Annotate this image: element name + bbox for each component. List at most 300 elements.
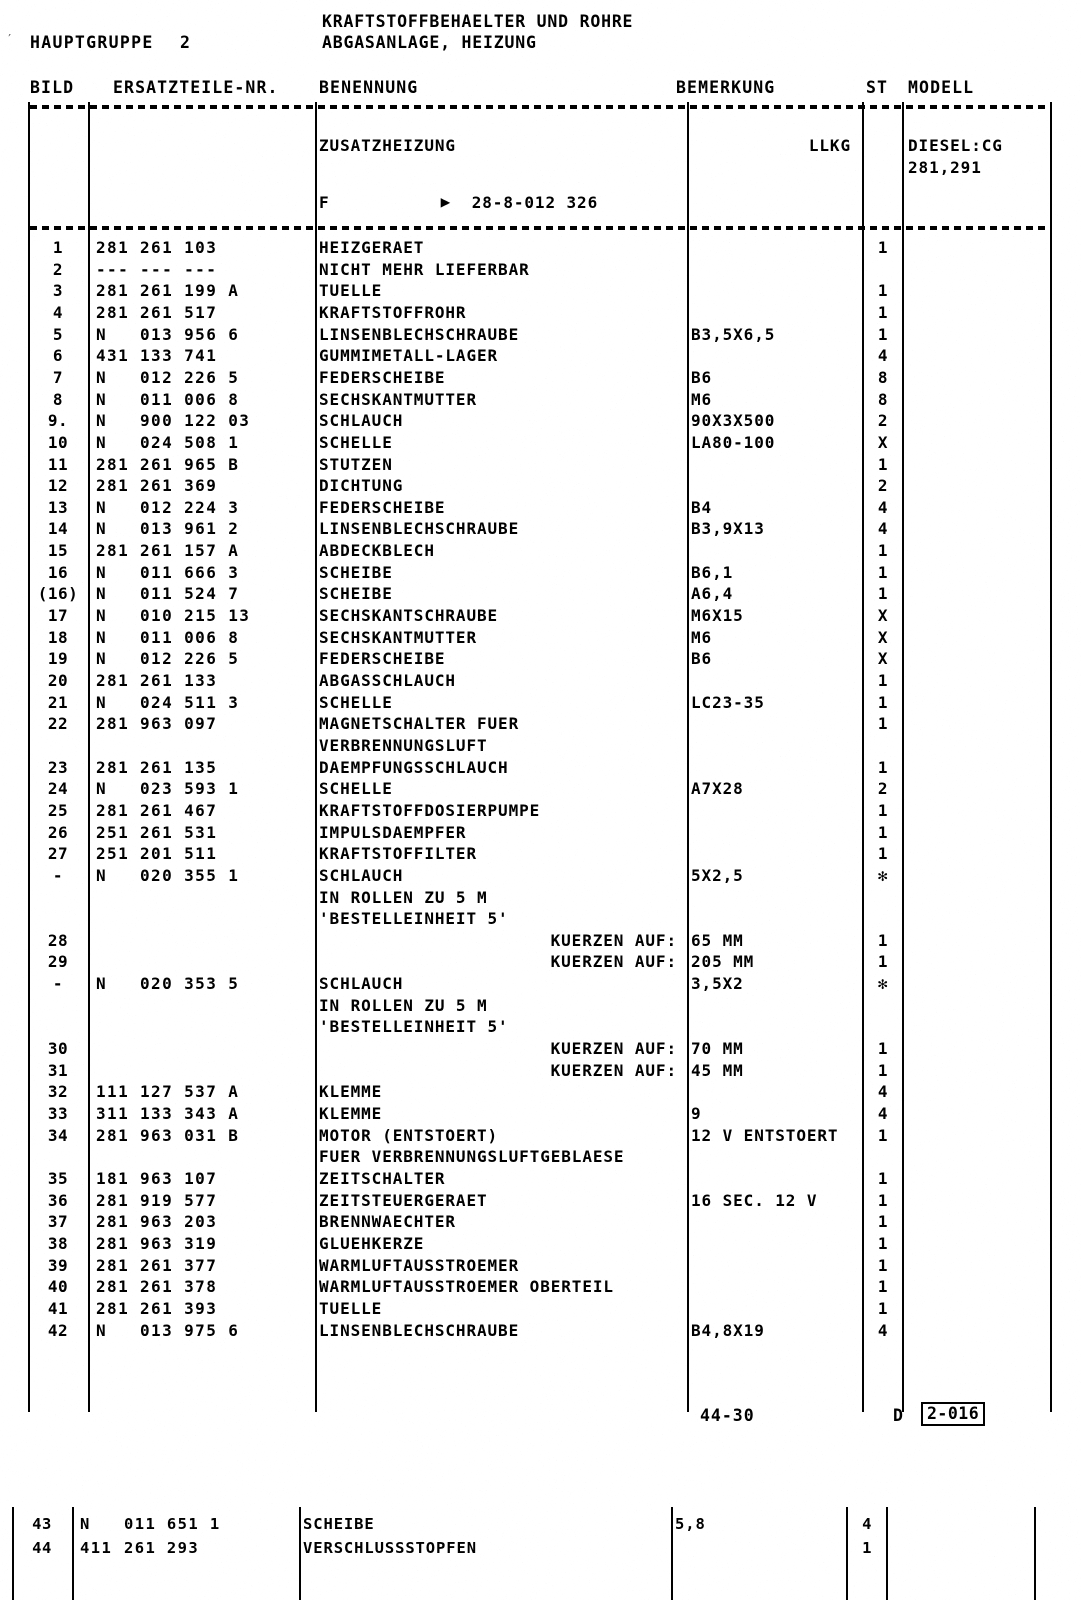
teil-prefix: N <box>96 411 108 431</box>
teil-prefix: N <box>96 692 108 712</box>
cell-benennung: SCHLAUCH <box>319 411 404 431</box>
cell-bild: 29 <box>47 952 69 972</box>
teil-number: 261 393 <box>140 1298 218 1318</box>
cell-bemerkung: A6,4 <box>691 584 734 604</box>
teil-prefix: 281 <box>96 1212 130 1232</box>
teil-number: 963 203 <box>140 1212 218 1232</box>
cell-bemerkung: B6 <box>691 649 713 669</box>
cell-bild: 14 <box>47 519 69 539</box>
table-row <box>0 1061 1081 1083</box>
cell-bild: 7 <box>52 367 64 387</box>
table-row <box>0 628 1081 650</box>
cell-benennung: FEDERSCHEIBE <box>319 367 446 387</box>
cell-bild: 18 <box>47 627 69 647</box>
cell-benennung: FEDERSCHEIBE <box>319 649 446 669</box>
cell-bild: 15 <box>47 541 69 561</box>
teil-number: 012 226 5 <box>140 367 240 387</box>
table-row <box>0 1082 1081 1104</box>
table-row <box>0 1126 1081 1148</box>
cell-ersatzteile-nr <box>96 519 308 538</box>
group-benennung: ZUSATZHEIZUNG <box>319 136 456 155</box>
page-title-line-1: KRAFTSTOFFBEHAELTER UND ROHRE <box>322 12 634 31</box>
cell-benennung: 'BESTELLEINHEIT 5' <box>319 909 509 929</box>
cell-bild: 31 <box>47 1060 69 1080</box>
cell-benennung: VERSCHLUSSSTOPFEN <box>303 1539 477 1557</box>
teil-number: 011 651 1 <box>124 1515 221 1533</box>
cell-st: 1 <box>877 1298 889 1318</box>
cell-bild: 34 <box>47 1125 69 1145</box>
cell-ersatzteile-nr <box>96 1126 308 1145</box>
cell-bild: 23 <box>47 757 69 777</box>
table-rule-top <box>30 105 1050 109</box>
cell-benennung: WARMLUFTAUSSTROEMER <box>319 1255 520 1275</box>
cell-ersatzteile-nr <box>96 909 308 928</box>
cell-bemerkung: B3,5X6,5 <box>691 324 776 344</box>
table-row <box>0 909 1081 931</box>
cell-benennung: LINSENBLECHSCHRAUBE <box>319 1320 520 1340</box>
table-row <box>0 736 1081 758</box>
teil-prefix: N <box>96 432 108 452</box>
cell-ersatzteile-nr <box>96 714 308 733</box>
teil-prefix: N <box>96 497 108 517</box>
cell-ersatzteile-nr <box>96 693 308 712</box>
cell-ersatzteile-nr <box>96 779 308 798</box>
cell-st: 1 <box>877 671 889 690</box>
table-row <box>0 325 1081 347</box>
cell-st: 1 <box>877 844 889 864</box>
strip-row <box>0 1539 1065 1561</box>
cell-bild: 10 <box>47 432 69 452</box>
cell-bild: 26 <box>47 822 69 842</box>
cell-st: 1 <box>877 1233 889 1253</box>
page-footer <box>0 1400 1081 1450</box>
column-header-st: ST <box>866 78 889 97</box>
cell-st: 1 <box>877 541 889 561</box>
cell-benennung: KLEMME <box>319 1082 383 1102</box>
cell-st: 4 <box>877 346 889 366</box>
teil-number: 012 226 5 <box>140 649 240 669</box>
cell-ersatzteile-nr <box>96 563 308 582</box>
cell-benennung: VERBRENNUNGSLUFT <box>319 735 488 755</box>
table-row <box>0 671 1081 693</box>
cell-ersatzteile-nr <box>96 433 308 452</box>
cell-st: 1 <box>877 281 889 301</box>
cell-bild: 11 <box>47 454 69 474</box>
teil-prefix: N <box>96 389 108 409</box>
cell-benennung: KUERZEN AUF: <box>550 930 677 950</box>
table-row <box>0 1321 1081 1343</box>
teil-prefix: 281 <box>96 1233 130 1253</box>
table-row <box>0 346 1081 368</box>
cell-st: 1 <box>877 584 889 604</box>
teil-prefix: 281 <box>96 757 130 777</box>
cell-ersatzteile-nr <box>80 1539 292 1557</box>
teil-number: 020 355 1 <box>140 865 240 885</box>
cell-bemerkung: B6 <box>691 367 713 387</box>
cell-benennung: KUERZEN AUF: <box>550 952 677 972</box>
cell-bild: 28 <box>47 930 69 950</box>
teil-number: 261 103 <box>140 238 218 257</box>
cell-bild: 43 <box>32 1515 52 1533</box>
cell-st: 2 <box>877 779 889 799</box>
cell-benennung: LINSENBLECHSCHRAUBE <box>319 519 520 539</box>
cell-st: 1 <box>877 562 889 582</box>
cell-bild: 25 <box>47 800 69 820</box>
cell-bemerkung: M6 <box>691 389 713 409</box>
cell-ersatzteile-nr <box>96 281 308 300</box>
cell-benennung: TUELLE <box>319 281 383 301</box>
table-row <box>0 714 1081 736</box>
cell-ersatzteile-nr <box>96 736 308 755</box>
validity-range-row <box>0 193 1081 215</box>
group-bemerkung: LLKG <box>808 136 851 155</box>
teil-prefix: 281 <box>96 800 130 820</box>
teil-prefix: N <box>96 649 108 669</box>
table-row <box>0 952 1081 974</box>
cell-ersatzteile-nr <box>96 888 308 907</box>
cell-ersatzteile-nr <box>96 476 308 495</box>
teil-number: 011 666 3 <box>140 562 240 582</box>
column-header-bemerkung: BEMERKUNG <box>676 78 776 97</box>
cell-bemerkung: A7X28 <box>691 779 744 799</box>
cell-ersatzteile-nr <box>96 628 308 647</box>
validity-range <box>319 193 683 212</box>
cell-benennung: SCHLAUCH <box>319 974 404 994</box>
cell-bild: 21 <box>47 692 69 712</box>
scan-artifact-mark: ′ <box>6 32 14 46</box>
cell-st: X <box>877 649 889 669</box>
teil-number: 012 224 3 <box>140 497 240 517</box>
cell-bild: 13 <box>47 497 69 517</box>
cell-benennung: SCHEIBE <box>319 584 393 604</box>
cell-st: 4 <box>862 1515 872 1533</box>
teil-prefix: N <box>96 606 108 626</box>
cell-benennung: ABDECKBLECH <box>319 541 435 561</box>
table-row <box>0 1147 1081 1169</box>
teil-prefix: 281 <box>96 238 130 257</box>
cell-bild: 37 <box>47 1212 69 1232</box>
cell-bild: 8 <box>52 389 64 409</box>
teil-number: 201 511 <box>140 844 218 864</box>
table-row <box>0 390 1081 412</box>
teil-number: 133 343 A <box>140 1104 240 1123</box>
cell-benennung: KRAFTSTOFFILTER <box>319 844 477 864</box>
teil-number: 013 975 6 <box>140 1320 240 1340</box>
cell-benennung: STUTZEN <box>319 454 393 474</box>
cell-benennung: SCHELLE <box>319 692 393 712</box>
cell-st: X <box>877 606 889 626</box>
cell-st: 1 <box>877 1190 889 1210</box>
cell-benennung: ZEITSTEUERGERAET <box>319 1190 488 1210</box>
cell-ersatzteile-nr <box>96 823 308 842</box>
cell-bild: 36 <box>47 1190 69 1210</box>
cell-ersatzteile-nr <box>96 996 308 1015</box>
table-row <box>0 758 1081 780</box>
cell-st: 1 <box>877 930 889 950</box>
cell-bemerkung: 12 V ENTSTOERT <box>691 1125 839 1145</box>
cell-bild: 1 <box>52 238 64 257</box>
cell-st: ✻ <box>877 865 889 885</box>
cell-bild: 17 <box>47 606 69 626</box>
cell-ersatzteile-nr <box>96 844 308 863</box>
table-row <box>0 996 1081 1018</box>
cell-st: 2 <box>877 411 889 431</box>
teil-number: 261 377 <box>140 1255 218 1275</box>
cell-ersatzteile-nr <box>96 1169 308 1188</box>
cell-bemerkung: LA80-100 <box>691 432 776 452</box>
cell-ersatzteile-nr <box>96 346 308 365</box>
cell-benennung: ZEITSCHALTER <box>319 1168 446 1188</box>
table-row <box>0 974 1081 996</box>
cell-bild: 6 <box>52 346 64 366</box>
cell-ersatzteile-nr <box>96 606 308 625</box>
table-row <box>0 455 1081 477</box>
table-row <box>0 281 1081 303</box>
teil-prefix: N <box>96 562 108 582</box>
teil-number: 261 133 <box>140 671 218 690</box>
cell-benennung: KRAFTSTOFFROHR <box>319 302 467 322</box>
teil-prefix: N <box>96 1320 108 1340</box>
teil-number: 963 097 <box>140 714 218 734</box>
right-arrow-icon: ▶ <box>440 193 452 211</box>
teil-number: 127 537 A <box>140 1082 240 1102</box>
teil-number: 013 956 6 <box>140 324 240 344</box>
cell-benennung: BRENNWAECHTER <box>319 1212 456 1232</box>
cell-benennung: HEIZGERAET <box>319 238 425 257</box>
table-row <box>0 519 1081 541</box>
cell-st: 1 <box>877 454 889 474</box>
table-row <box>0 584 1081 606</box>
table-row <box>0 1017 1081 1039</box>
cell-benennung: FUER VERBRENNUNGSLUFTGEBLAESE <box>319 1147 625 1167</box>
table-row <box>0 823 1081 845</box>
teil-number: 261 199 A <box>140 281 240 301</box>
teil-number: 900 122 03 <box>140 411 251 431</box>
teil-prefix: N <box>96 974 108 994</box>
cell-bild: 32 <box>47 1082 69 1102</box>
cell-bild: 33 <box>47 1104 69 1123</box>
teil-prefix: 281 <box>96 1125 130 1145</box>
cell-bemerkung: 9 <box>691 1104 702 1123</box>
group-modell-line-2: 281,291 <box>908 158 982 177</box>
group-header-row <box>0 136 1081 158</box>
cell-bild: 4 <box>52 302 64 322</box>
cell-benennung: SCHEIBE <box>303 1515 375 1533</box>
cell-benennung: SCHELLE <box>319 779 393 799</box>
group-header-row-2 <box>0 158 1081 180</box>
cell-st: 2 <box>877 476 889 496</box>
teil-number: --- --- <box>140 259 218 279</box>
teil-prefix: 181 <box>96 1168 130 1188</box>
teil-number: 261 378 <box>140 1277 218 1297</box>
cell-benennung: DAEMPFUNGSSCHLAUCH <box>319 757 509 777</box>
cell-bemerkung: B4,8X19 <box>691 1320 765 1340</box>
cell-bild: 24 <box>47 779 69 799</box>
cell-benennung: NICHT MEHR LIEFERBAR <box>319 259 530 279</box>
cell-st: X <box>877 432 889 452</box>
teil-prefix: 281 <box>96 1298 130 1318</box>
cell-ersatzteile-nr <box>96 758 308 777</box>
cell-bild: 9. <box>47 411 69 431</box>
cell-ersatzteile-nr <box>96 1191 308 1210</box>
table-row <box>0 1256 1081 1278</box>
cell-ersatzteile-nr <box>96 1321 308 1340</box>
cell-ersatzteile-nr <box>96 368 308 387</box>
cell-st: 1 <box>877 692 889 712</box>
cell-bemerkung: 205 MM <box>691 952 755 972</box>
cell-st: 1 <box>877 1277 889 1297</box>
teil-number: 011 524 7 <box>140 584 240 604</box>
teil-number: 919 577 <box>140 1190 218 1210</box>
teil-number: 963 319 <box>140 1233 218 1253</box>
validity-prefix: F <box>319 193 330 212</box>
table-row <box>0 606 1081 628</box>
parts-table <box>0 78 1081 1408</box>
teil-prefix: 311 <box>96 1104 130 1123</box>
hauptgruppe-number: 2 <box>180 33 190 52</box>
teil-prefix: 281 <box>96 302 130 322</box>
cell-ersatzteile-nr <box>96 1104 308 1123</box>
cell-bemerkung: B4 <box>691 497 713 517</box>
cell-bemerkung: 70 MM <box>691 1039 744 1059</box>
cell-bemerkung: 90X3X500 <box>691 411 776 431</box>
cell-ersatzteile-nr <box>96 649 308 668</box>
cell-ersatzteile-nr <box>96 1212 308 1231</box>
cell-st: 1 <box>877 714 889 734</box>
cell-ersatzteile-nr <box>96 1147 308 1166</box>
cell-bild: - <box>52 974 64 994</box>
cell-bemerkung: B3,9X13 <box>691 519 765 539</box>
cell-st: 4 <box>877 1104 889 1123</box>
next-page-strip <box>0 1487 1081 1600</box>
teil-number: 261 467 <box>140 800 218 820</box>
cell-bild: 44 <box>32 1539 52 1557</box>
teil-prefix: 281 <box>96 1255 130 1275</box>
cell-bemerkung: 5,8 <box>675 1515 706 1533</box>
table-row <box>0 238 1081 260</box>
table-row <box>0 1277 1081 1299</box>
cell-bemerkung: 16 SEC. 12 V <box>691 1190 818 1210</box>
cell-st: 1 <box>862 1539 872 1557</box>
teil-prefix: N <box>96 627 108 647</box>
cell-bemerkung: 5X2,5 <box>691 865 744 885</box>
cell-st: ✻ <box>877 974 889 994</box>
teil-number: 011 006 8 <box>140 627 240 647</box>
cell-st: X <box>877 627 889 647</box>
cell-bild: 20 <box>47 671 69 690</box>
cell-benennung: KUERZEN AUF: <box>550 1060 677 1080</box>
cell-st: 1 <box>877 800 889 820</box>
footer-page-reference: 44-30 <box>700 1406 755 1425</box>
cell-benennung: MOTOR (ENTSTOERT) <box>319 1125 499 1145</box>
column-header-modell: MODELL <box>908 78 975 97</box>
cell-bild: (16) <box>37 584 79 604</box>
cell-benennung: SCHLAUCH <box>319 865 404 885</box>
table-row <box>0 260 1081 282</box>
cell-benennung: SCHEIBE <box>319 562 393 582</box>
teil-prefix: N <box>96 584 108 604</box>
hauptgruppe-label: HAUPTGRUPPE <box>30 33 154 52</box>
teil-number: 261 157 A <box>140 541 240 561</box>
cell-ersatzteile-nr <box>96 411 308 430</box>
teil-number: 261 293 <box>124 1539 200 1557</box>
column-header-bild: BILD <box>30 78 75 97</box>
teil-number: 963 107 <box>140 1168 218 1188</box>
cell-bild: 27 <box>47 844 69 864</box>
cell-bild: - <box>52 865 64 885</box>
cell-st: 1 <box>877 822 889 842</box>
teil-prefix: N <box>80 1515 91 1533</box>
table-row <box>0 779 1081 801</box>
teil-prefix: 281 <box>96 454 130 474</box>
cell-bemerkung: LC23-35 <box>691 692 765 712</box>
cell-st: 4 <box>877 1320 889 1340</box>
cell-benennung: IN ROLLEN ZU 5 M <box>319 995 488 1015</box>
cell-benennung: IMPULSDAEMPFER <box>319 822 467 842</box>
cell-bemerkung: M6X15 <box>691 606 744 626</box>
cell-bemerkung: M6 <box>691 627 713 647</box>
teil-prefix: N <box>96 367 108 387</box>
cell-benennung: SECHSKANTSCHRAUBE <box>319 606 499 626</box>
cell-benennung: WARMLUFTAUSSTROEMER OBERTEIL <box>319 1277 614 1297</box>
teil-prefix: 411 <box>80 1539 113 1557</box>
table-row <box>0 888 1081 910</box>
cell-st: 1 <box>877 302 889 322</box>
cell-ersatzteile-nr <box>96 325 308 344</box>
cell-ersatzteile-nr <box>96 952 308 971</box>
cell-ersatzteile-nr <box>96 1017 308 1036</box>
cell-bild: 12 <box>47 476 69 496</box>
table-row <box>0 931 1081 953</box>
cell-benennung: SECHSKANTMUTTER <box>319 389 477 409</box>
cell-ersatzteile-nr <box>96 1061 308 1080</box>
cell-benennung: LINSENBLECHSCHRAUBE <box>319 324 520 344</box>
cell-ersatzteile-nr <box>96 1256 308 1275</box>
cell-st: 8 <box>877 367 889 387</box>
cell-benennung: MAGNETSCHALTER FUER <box>319 714 520 734</box>
table-row <box>0 866 1081 888</box>
cell-st: 1 <box>877 757 889 777</box>
footer-letter: D <box>893 1406 904 1425</box>
cell-st: 1 <box>877 1212 889 1232</box>
table-row <box>0 411 1081 433</box>
cell-bemerkung: 65 MM <box>691 930 744 950</box>
teil-prefix: N <box>96 519 108 539</box>
teil-number: 013 961 2 <box>140 519 240 539</box>
table-row <box>0 1039 1081 1061</box>
cell-bild: 30 <box>47 1039 69 1059</box>
cell-bild: 35 <box>47 1168 69 1188</box>
cell-ersatzteile-nr <box>96 303 308 322</box>
teil-number: 023 593 1 <box>140 779 240 799</box>
cell-bild: 40 <box>47 1277 69 1297</box>
cell-ersatzteile-nr <box>96 390 308 409</box>
cell-benennung: KRAFTSTOFFDOSIERPUMPE <box>319 800 541 820</box>
document-header <box>0 0 1081 70</box>
teil-prefix: 281 <box>96 1277 130 1297</box>
footer-section-code: 2-016 <box>921 1402 985 1426</box>
teil-prefix: 431 <box>96 346 130 366</box>
teil-prefix: N <box>96 324 108 344</box>
cell-bild: 42 <box>47 1320 69 1340</box>
cell-benennung: FEDERSCHEIBE <box>319 497 446 517</box>
cell-st: 1 <box>877 1039 889 1059</box>
teil-prefix: 281 <box>96 541 130 561</box>
table-row <box>0 649 1081 671</box>
teil-number: 133 741 <box>140 346 218 366</box>
cell-ersatzteile-nr <box>96 498 308 517</box>
cell-ersatzteile-nr <box>96 1082 308 1101</box>
